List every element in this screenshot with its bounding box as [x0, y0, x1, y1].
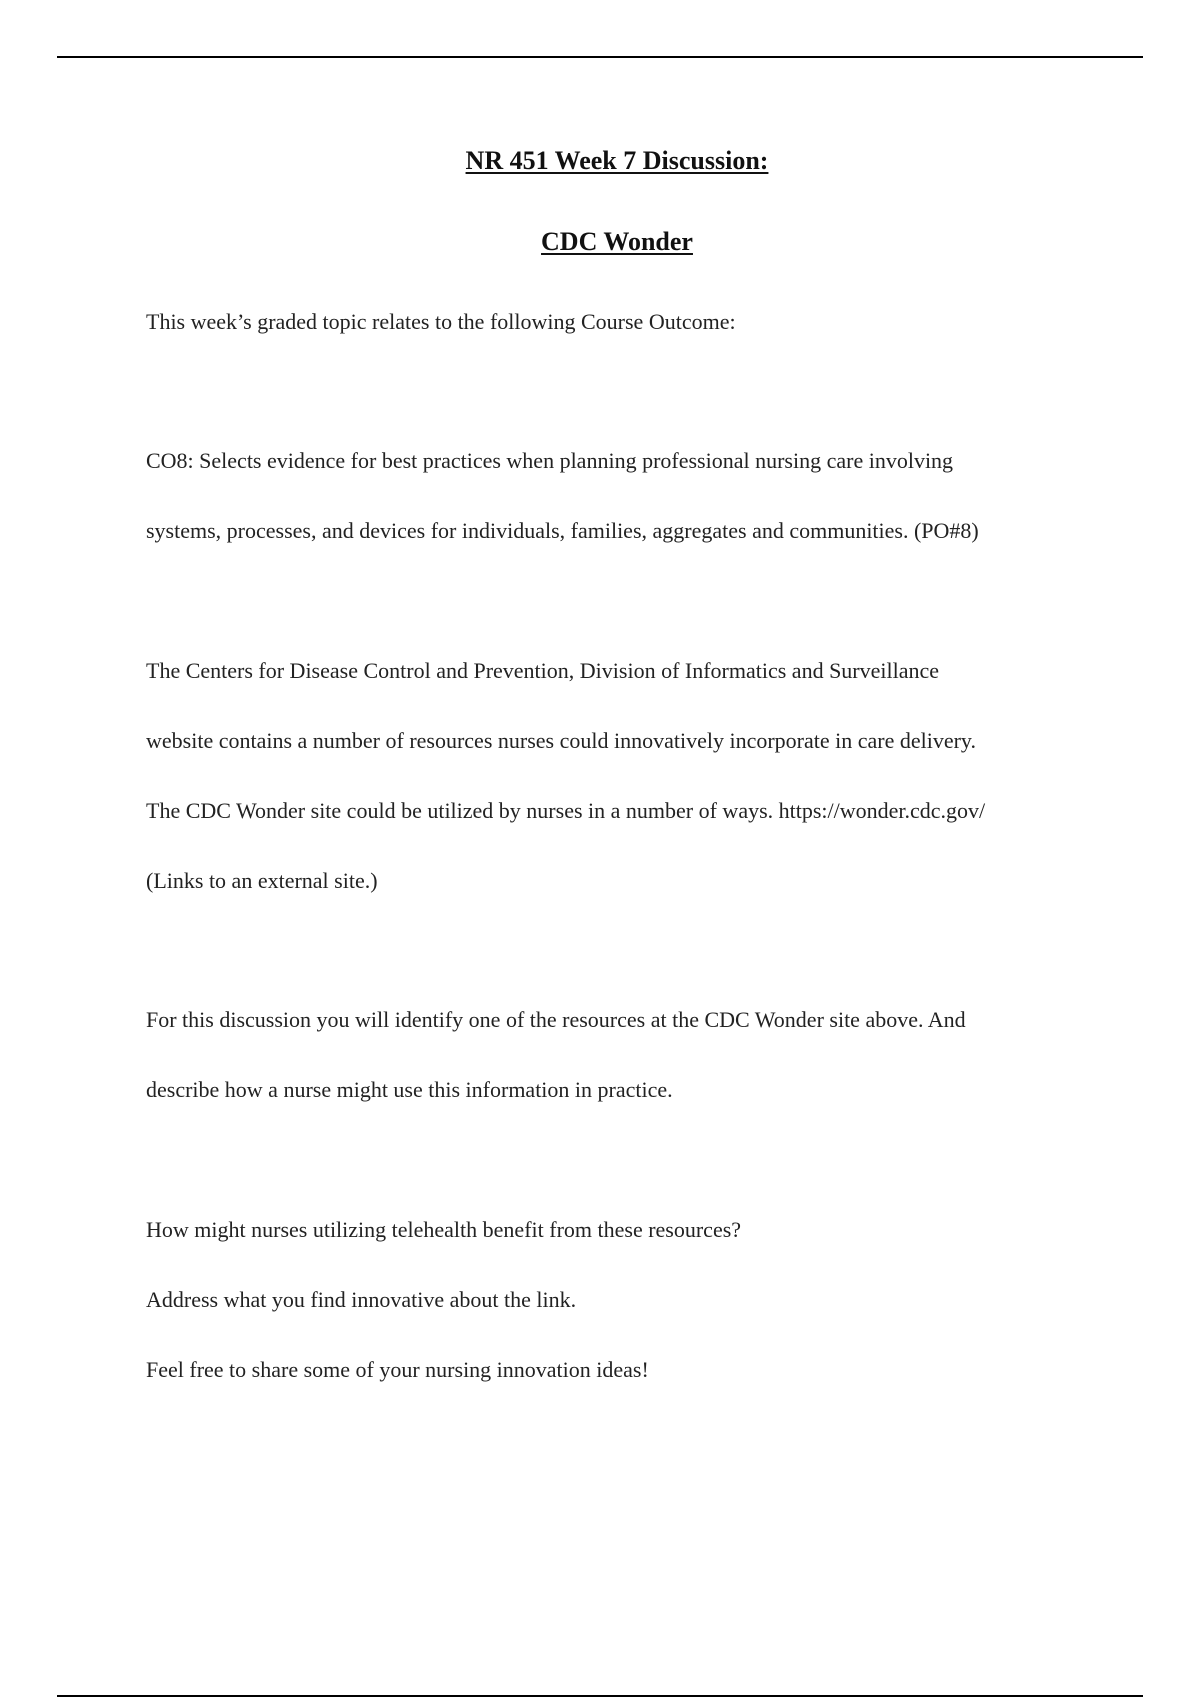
bottom-rule [57, 1695, 1143, 1697]
discussion-paragraph [146, 985, 1146, 1125]
discussion-line: describe how a nurse might use this information in practice. [146, 1077, 673, 1102]
cdc-line: website contains a number of resources nurses could innovatively incorporate in care delivery. [146, 728, 977, 753]
document-subtitle: CDC Wonder [541, 227, 693, 256]
cdc-paragraph [146, 636, 1146, 916]
document-title: NR 451 Week 7 Discussion: [465, 146, 769, 175]
external-link-note: (Links to an external site.) [146, 868, 378, 893]
discussion-line: For this discussion you will identify one of the resources at the CDC Wonder site above. And [146, 1007, 966, 1032]
top-rule [57, 56, 1143, 58]
questions-paragraph [146, 1195, 1146, 1405]
question-line: How might nurses utilizing telehealth benefit from these resources? [146, 1217, 742, 1242]
intro-line: This week’s graded topic relates to the following Course Outcome: [146, 309, 736, 334]
cdc-line: The Centers for Disease Control and Prevention, Division of Informatics and Surveillance [146, 658, 940, 683]
cdc-line: The CDC Wonder site could be utilized by nurses in a number of ways. https://wonder.cdc.gov/ [146, 798, 986, 823]
course-outcome-paragraph [146, 426, 1146, 566]
intro-paragraph [146, 287, 1146, 357]
question-line: Feel free to share some of your nursing innovation ideas! [146, 1357, 649, 1382]
course-outcome-line: CO8: Selects evidence for best practices when planning professional nursing care involving [146, 448, 954, 473]
question-line: Address what you find innovative about the link. [146, 1287, 577, 1312]
course-outcome-line: systems, processes, and devices for individuals, families, aggregates and communities. (PO#8) [146, 518, 979, 543]
